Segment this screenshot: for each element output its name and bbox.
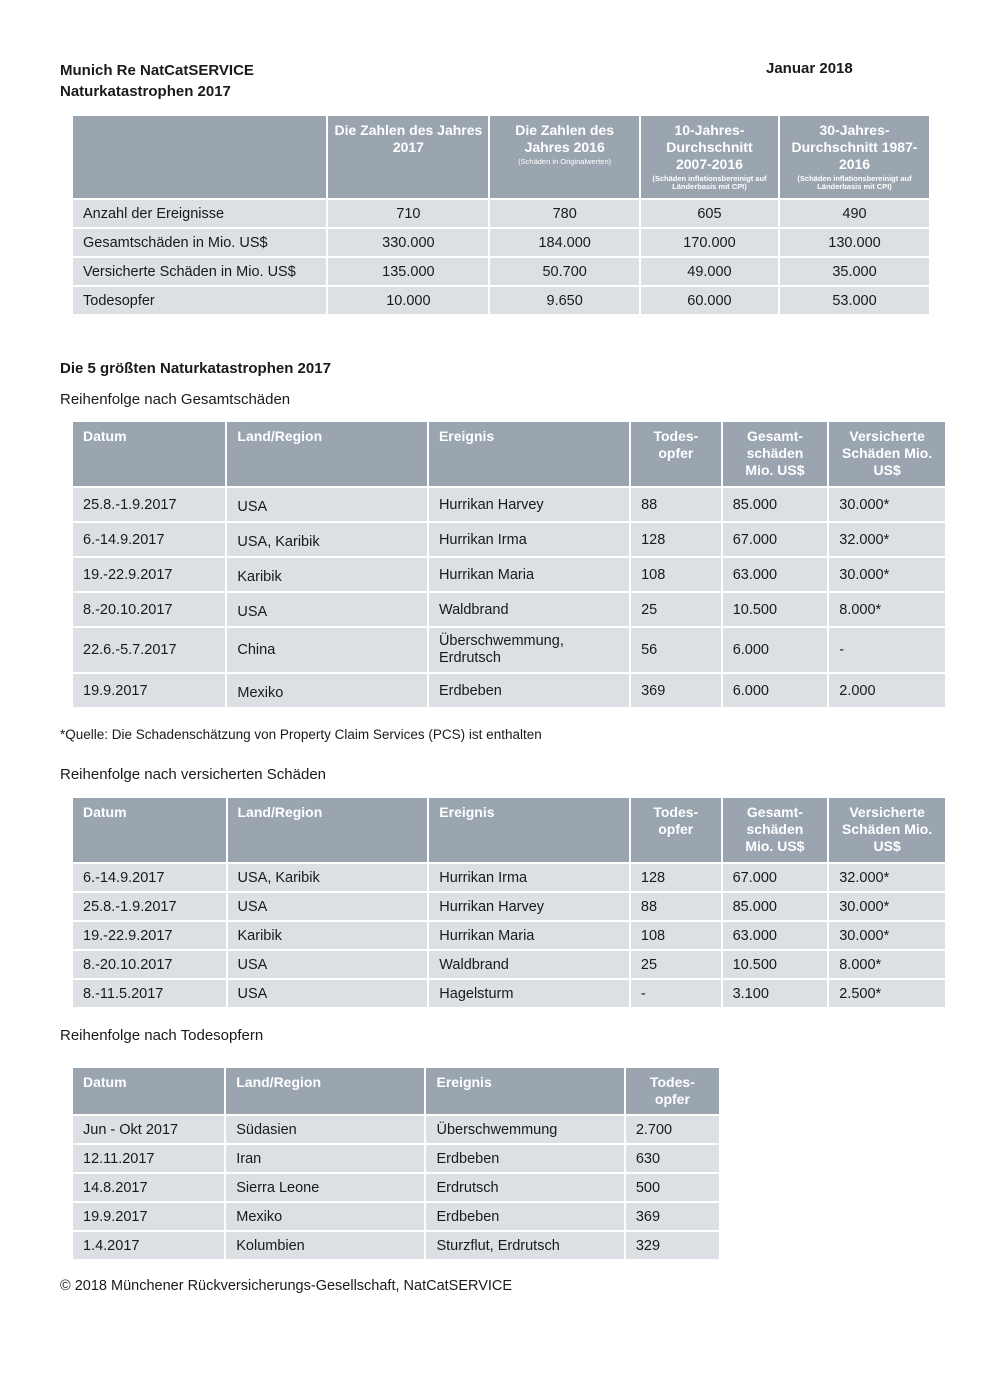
cell: 10.000 bbox=[328, 287, 488, 314]
col-ereignis: Ereignis bbox=[429, 798, 629, 862]
cell-land: USA bbox=[228, 951, 428, 978]
col-gesamt: Gesamt-schäden Mio. US$ bbox=[723, 798, 828, 862]
cell-tote: 56 bbox=[631, 628, 721, 672]
cell-versichert: 32.000* bbox=[829, 864, 945, 891]
summary-body bbox=[73, 200, 929, 314]
cell: 53.000 bbox=[780, 287, 929, 314]
cell-ereignis: Hurrikan Maria bbox=[429, 558, 629, 591]
summary-header-10y: 10-Jahres-Durchschnitt 2007-2016 (Schäden inflationsbereinigt auf Länderbasis mit CPI) bbox=[641, 116, 778, 198]
cell-gesamt: 10.500 bbox=[723, 593, 828, 626]
subtitle-total: Reihenfolge nach Gesamtschäden bbox=[60, 391, 291, 408]
row-label: Gesamtschäden in Mio. US$ bbox=[73, 229, 326, 256]
summary-header-10y-note: (Schäden inflationsbereinigt auf Länderbasis mit CPI) bbox=[652, 174, 767, 191]
table-row bbox=[73, 258, 929, 285]
cell-ereignis: Waldbrand bbox=[429, 951, 629, 978]
cell-gesamt: 85.000 bbox=[723, 893, 828, 920]
cell-versichert: - bbox=[829, 628, 945, 672]
table-by-total-body bbox=[73, 488, 945, 707]
cell-tote: 108 bbox=[631, 922, 721, 949]
table-row bbox=[73, 523, 945, 556]
table-row bbox=[73, 674, 945, 707]
table-row bbox=[73, 1174, 719, 1201]
cell: 170.000 bbox=[641, 229, 778, 256]
cell-gesamt: 3.100 bbox=[723, 980, 828, 1007]
cell-datum: 12.11.2017 bbox=[73, 1145, 224, 1172]
cell-datum: 19.-22.9.2017 bbox=[73, 558, 225, 591]
col-gesamt: Gesamt-schäden Mio. US$ bbox=[723, 422, 828, 486]
cell-versichert: 32.000* bbox=[829, 523, 945, 556]
col-land: Land/Region bbox=[227, 422, 427, 486]
cell-versichert: 30.000* bbox=[829, 922, 945, 949]
subtitle-insured: Reihenfolge nach versicherten Schäden bbox=[60, 766, 327, 783]
cell-versichert: 2.500* bbox=[829, 980, 945, 1007]
cell-datum: 19.9.2017 bbox=[73, 674, 225, 707]
cell: 710 bbox=[328, 200, 488, 227]
table-row bbox=[73, 628, 945, 672]
subtitle-deaths: Reihenfolge nach Todesopfern bbox=[60, 1027, 264, 1044]
cell-datum: 25.8.-1.9.2017 bbox=[73, 488, 225, 521]
cell-ereignis: Überschwemmung bbox=[426, 1116, 623, 1143]
cell-land: USA bbox=[227, 593, 427, 626]
table-row bbox=[73, 922, 945, 949]
cell-land: USA bbox=[227, 488, 427, 521]
summary-header-30y-note: (Schäden inflationsbereinigt auf Länderbasis mit CPI) bbox=[797, 174, 912, 191]
cell-tote: 369 bbox=[631, 674, 721, 707]
col-todesopfer: Todes-opfer bbox=[631, 422, 721, 486]
cell-land: USA bbox=[228, 893, 428, 920]
cell-datum: 6.-14.9.2017 bbox=[73, 523, 225, 556]
cell-datum: 1.4.2017 bbox=[73, 1232, 224, 1259]
cell-ereignis: Erdrutsch bbox=[426, 1174, 623, 1201]
cell-land: Mexiko bbox=[226, 1203, 424, 1230]
cell-ereignis: Hurrikan Harvey bbox=[429, 893, 629, 920]
table-by-deaths bbox=[71, 1066, 721, 1261]
cell-tote: - bbox=[631, 980, 721, 1007]
cell-tote: 88 bbox=[631, 488, 721, 521]
cell: 9.650 bbox=[490, 287, 638, 314]
cell: 605 bbox=[641, 200, 778, 227]
cell-tote: 329 bbox=[626, 1232, 719, 1259]
cell-gesamt: 6.000 bbox=[723, 674, 828, 707]
table-row bbox=[73, 951, 945, 978]
cell-ereignis: Sturzflut, Erdrutsch bbox=[426, 1232, 623, 1259]
cell-datum: 6.-14.9.2017 bbox=[73, 864, 226, 891]
cell-versichert: 30.000* bbox=[829, 488, 945, 521]
table-row bbox=[73, 200, 929, 227]
cell-datum: 25.8.-1.9.2017 bbox=[73, 893, 226, 920]
table-by-total bbox=[71, 420, 947, 709]
cell-land: Südasien bbox=[226, 1116, 424, 1143]
cell-tote: 369 bbox=[626, 1203, 719, 1230]
cell-tote: 630 bbox=[626, 1145, 719, 1172]
cell-datum: 8.-11.5.2017 bbox=[73, 980, 226, 1007]
cell-datum: 19.-22.9.2017 bbox=[73, 922, 226, 949]
cell-gesamt: 85.000 bbox=[723, 488, 828, 521]
cell-datum: 22.6.-5.7.2017 bbox=[73, 628, 225, 672]
col-todesopfer: Todes-opfer bbox=[631, 798, 721, 862]
cell-tote: 25 bbox=[631, 593, 721, 626]
cell-ereignis: Hurrikan Maria bbox=[429, 922, 629, 949]
table-row bbox=[73, 593, 945, 626]
cell-gesamt: 63.000 bbox=[723, 558, 828, 591]
table-row bbox=[73, 558, 945, 591]
cell-tote: 500 bbox=[626, 1174, 719, 1201]
cell-datum: 8.-20.10.2017 bbox=[73, 951, 226, 978]
cell-land: Sierra Leone bbox=[226, 1174, 424, 1201]
cell-ereignis: Erdbeben bbox=[426, 1203, 623, 1230]
cell-gesamt: 63.000 bbox=[723, 922, 828, 949]
footnote: *Quelle: Die Schadenschätzung von Property Claim Services (PCS) ist enthalten bbox=[60, 727, 542, 742]
table-row bbox=[73, 287, 929, 314]
table-row bbox=[73, 1232, 719, 1259]
cell-tote: 88 bbox=[631, 893, 721, 920]
cell-land: USA, Karibik bbox=[227, 523, 427, 556]
col-datum: Datum bbox=[73, 422, 225, 486]
cell-ereignis: Erdbeben bbox=[426, 1145, 623, 1172]
document-date: Januar 2018 bbox=[766, 60, 853, 77]
table-row bbox=[73, 1116, 719, 1143]
cell: 330.000 bbox=[328, 229, 488, 256]
title-line-1: Munich Re NatCatSERVICE bbox=[60, 62, 254, 79]
cell: 49.000 bbox=[641, 258, 778, 285]
cell-datum: 8.-20.10.2017 bbox=[73, 593, 225, 626]
table-row bbox=[73, 864, 945, 891]
cell-ereignis: Hurrikan Irma bbox=[429, 864, 629, 891]
section-title: Die 5 größten Naturkatastrophen 2017 bbox=[60, 360, 331, 377]
col-land: Land/Region bbox=[226, 1068, 424, 1114]
col-versichert: Versicherte Schäden Mio. US$ bbox=[829, 798, 945, 862]
summary-header-empty bbox=[73, 116, 326, 198]
col-land: Land/Region bbox=[228, 798, 428, 862]
cell: 184.000 bbox=[490, 229, 638, 256]
col-datum: Datum bbox=[73, 1068, 224, 1114]
cell-tote: 25 bbox=[631, 951, 721, 978]
cell: 60.000 bbox=[641, 287, 778, 314]
row-label: Todesopfer bbox=[73, 287, 326, 314]
cell-versichert: 30.000* bbox=[829, 558, 945, 591]
summary-header-30y: 30-Jahres-Durchschnitt 1987-2016 (Schäden inflationsbereinigt auf Länderbasis mit CPI) bbox=[780, 116, 929, 198]
summary-header-2016-note: (Schäden in Originalwerten) bbox=[518, 157, 612, 166]
cell-land: Karibik bbox=[228, 922, 428, 949]
cell: 490 bbox=[780, 200, 929, 227]
cell-tote: 128 bbox=[631, 864, 721, 891]
cell-ereignis: Überschwemmung, Erdrutsch bbox=[429, 628, 629, 672]
cell-ereignis: Hagelsturm bbox=[429, 980, 629, 1007]
copyright: © 2018 Münchener Rückversicherungs-Gesellschaft, NatCatSERVICE bbox=[60, 1278, 513, 1294]
cell-land: Kolumbien bbox=[226, 1232, 424, 1259]
cell-land: USA bbox=[228, 980, 428, 1007]
col-versichert: Versicherte Schäden Mio. US$ bbox=[829, 422, 945, 486]
cell-gesamt: 6.000 bbox=[723, 628, 828, 672]
summary-header-2016: Die Zahlen des Jahres 2016 (Schäden in Originalwerten) bbox=[490, 116, 638, 198]
cell-ereignis: Erdbeben bbox=[429, 674, 629, 707]
cell-gesamt: 10.500 bbox=[723, 951, 828, 978]
table-row bbox=[73, 1145, 719, 1172]
cell-ereignis: Hurrikan Irma bbox=[429, 523, 629, 556]
col-ereignis: Ereignis bbox=[426, 1068, 623, 1114]
cell-tote: 108 bbox=[631, 558, 721, 591]
cell-land: China bbox=[227, 628, 427, 672]
summary-table bbox=[71, 114, 931, 316]
cell-versichert: 8.000* bbox=[829, 593, 945, 626]
cell: 35.000 bbox=[780, 258, 929, 285]
cell-datum: 19.9.2017 bbox=[73, 1203, 224, 1230]
cell: 50.700 bbox=[490, 258, 638, 285]
cell-versichert: 8.000* bbox=[829, 951, 945, 978]
row-label: Anzahl der Ereignisse bbox=[73, 200, 326, 227]
table-by-deaths-body bbox=[73, 1116, 719, 1259]
table-by-insured bbox=[71, 796, 947, 1009]
table-row bbox=[73, 980, 945, 1007]
cell-gesamt: 67.000 bbox=[723, 864, 828, 891]
table-row bbox=[73, 1203, 719, 1230]
cell-ereignis: Waldbrand bbox=[429, 593, 629, 626]
row-label: Versicherte Schäden in Mio. US$ bbox=[73, 258, 326, 285]
table-row bbox=[73, 229, 929, 256]
summary-header-2017: Die Zahlen des Jahres 2017 bbox=[328, 116, 488, 198]
cell: 130.000 bbox=[780, 229, 929, 256]
cell-ereignis: Hurrikan Harvey bbox=[429, 488, 629, 521]
cell-versichert: 30.000* bbox=[829, 893, 945, 920]
table-row bbox=[73, 488, 945, 521]
cell-land: Karibik bbox=[227, 558, 427, 591]
cell-datum: 14.8.2017 bbox=[73, 1174, 224, 1201]
document-title bbox=[60, 60, 254, 102]
cell: 780 bbox=[490, 200, 638, 227]
title-line-2: Naturkatastrophen 2017 bbox=[60, 83, 231, 100]
cell-versichert: 2.000 bbox=[829, 674, 945, 707]
cell-land: USA, Karibik bbox=[228, 864, 428, 891]
table-row bbox=[73, 893, 945, 920]
col-datum: Datum bbox=[73, 798, 226, 862]
col-ereignis: Ereignis bbox=[429, 422, 629, 486]
cell-gesamt: 67.000 bbox=[723, 523, 828, 556]
cell-land: Iran bbox=[226, 1145, 424, 1172]
cell-tote: 128 bbox=[631, 523, 721, 556]
cell: 135.000 bbox=[328, 258, 488, 285]
col-todesopfer: Todes-opfer bbox=[626, 1068, 719, 1114]
cell-land: Mexiko bbox=[227, 674, 427, 707]
cell-datum: Jun - Okt 2017 bbox=[73, 1116, 224, 1143]
cell-tote: 2.700 bbox=[626, 1116, 719, 1143]
table-by-insured-body bbox=[73, 864, 945, 1007]
